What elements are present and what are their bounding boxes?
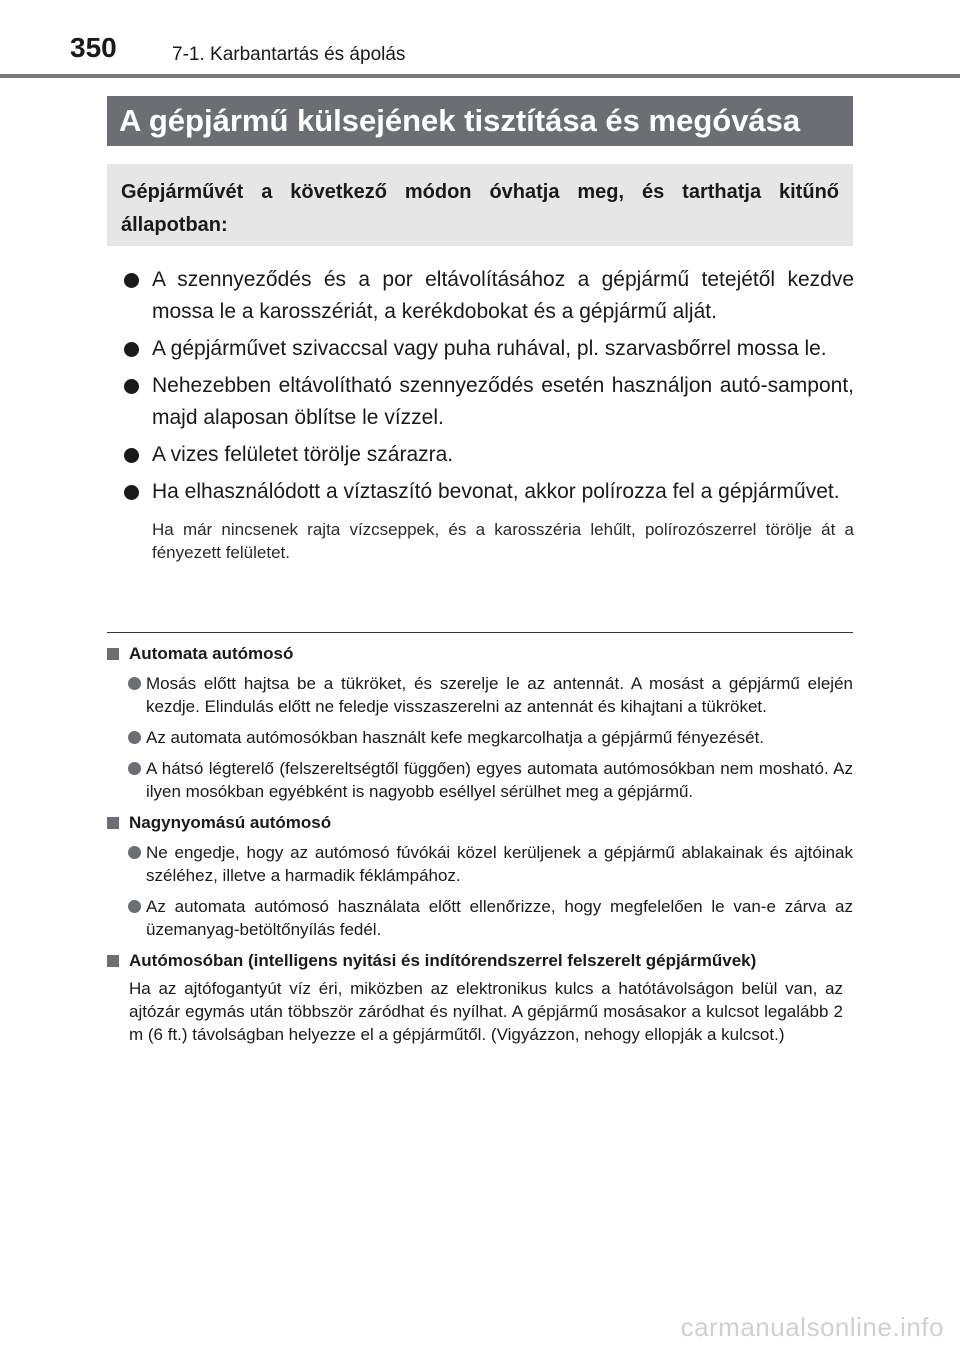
header-rule (0, 74, 960, 78)
bullet-icon (124, 379, 139, 394)
page-number: 350 (70, 32, 117, 63)
note-heading (107, 642, 853, 666)
watermark: carmanualsonline.info (680, 1312, 944, 1342)
note-heading-text: Nagynyomású autómosó (129, 813, 332, 832)
note-heading (107, 811, 853, 835)
note-heading-text: Automata autómosó (129, 644, 294, 663)
main-list-item (124, 439, 854, 471)
main-list-item (124, 264, 854, 328)
note-item-text: Ne engedje, hogy az autómosó fúvókái közel kerüljenek a gépjármű ablakainak és ajtóinak széléhez, illetve a harmadik féklámpához. (146, 843, 853, 885)
bullet-icon (124, 273, 139, 288)
note-paragraph: Ha az ajtófogantyút víz éri, miközben az elektronikus kulcs a hatótávolságon belül van, az ajtózár egymás után többször záródhat és nyílhat. A gépjármű mosásakor a kulcsot legalább 2 m (6 ft.) távolságban helyezze el a gépjárműtől. (Vigyázzon, nehogy ellopják a kulcsot.) (129, 979, 843, 1044)
intro-box: Gépjárművét a következő módon óvhatja meg, és tarthatja kitűnő állapotban: (107, 164, 853, 246)
square-bullet-icon (107, 955, 119, 967)
note-item (107, 895, 853, 941)
note-item-text: Az automata autómosókban használt kefe megkarcolhatja a gépjármű fényezését. (146, 728, 765, 747)
main-list-item (124, 476, 854, 508)
bullet-icon (128, 731, 141, 744)
section-rule (107, 632, 853, 633)
bullet-icon (124, 448, 139, 463)
bullet-icon (128, 900, 141, 913)
note-item-text: Mosás előtt hajtsa be a tükröket, és szerelje le az antennát. A mosást a gépjármű elején kezdje. Elindulás előtt ne feledje visszaszerelni az antennát és kihajtani a tükröket. (146, 674, 853, 716)
section-title: A gépjármű külsejének tisztítása és megóvása (107, 96, 853, 146)
main-item-text: A vizes felületet törölje szárazra. (152, 443, 454, 466)
main-item-text: A szennyeződés és a por eltávolításához a gépjármű tetejétől kezdve mossa le a karosszériát, a kerékdobokat és a gépjármű alját. (152, 268, 854, 323)
note-item (107, 841, 853, 887)
main-list (124, 264, 854, 564)
bullet-icon (124, 485, 139, 500)
bullet-icon (128, 677, 141, 690)
note-item-text: A hátsó légterelő (felszereltségtől függően) egyes automata autómosókban nem mosható. Az ilyen mosókban egyébként is nagyobb eséllyel sérülhet meg a gépjármű. (146, 759, 853, 801)
notes (107, 640, 853, 1046)
main-note: Ha már nincsenek rajta vízcseppek, és a karosszéria lehűlt, polírozószerrel törölje át a fényezett felületet. (152, 520, 854, 562)
main-list-item (124, 333, 854, 365)
bullet-icon (124, 342, 139, 357)
square-bullet-icon (107, 648, 119, 660)
square-bullet-icon (107, 817, 119, 829)
note-heading (107, 949, 853, 973)
main-item-text: A gépjárművet szivaccsal vagy puha ruhával, pl. szarvasbőrrel mossa le. (152, 337, 827, 360)
note-item (107, 726, 853, 749)
note-item-text: Az automata autómosó használata előtt ellenőrizze, hogy megfelelően le van-e zárva az üzemanyag-betöltőnyílás fedél. (146, 897, 853, 939)
note-heading-text: Autómosóban (intelligens nyitási és indítórendszerrel felszerelt gépjárművek) (129, 951, 757, 970)
note-item (107, 672, 853, 718)
main-item-text: Ha elhasználódott a víztaszító bevonat, akkor polírozza fel a gépjárművet. (152, 480, 840, 503)
main-item-text: Nehezebben eltávolítható szennyeződés esetén használjon autó-sampont, majd alaposan öblítse le vízzel. (152, 374, 854, 429)
chapter-title: 7-1. Karbantartás és ápolás (172, 44, 406, 65)
main-list-item (124, 370, 854, 434)
bullet-icon (128, 762, 141, 775)
note-item (107, 757, 853, 803)
bullet-icon (128, 846, 141, 859)
